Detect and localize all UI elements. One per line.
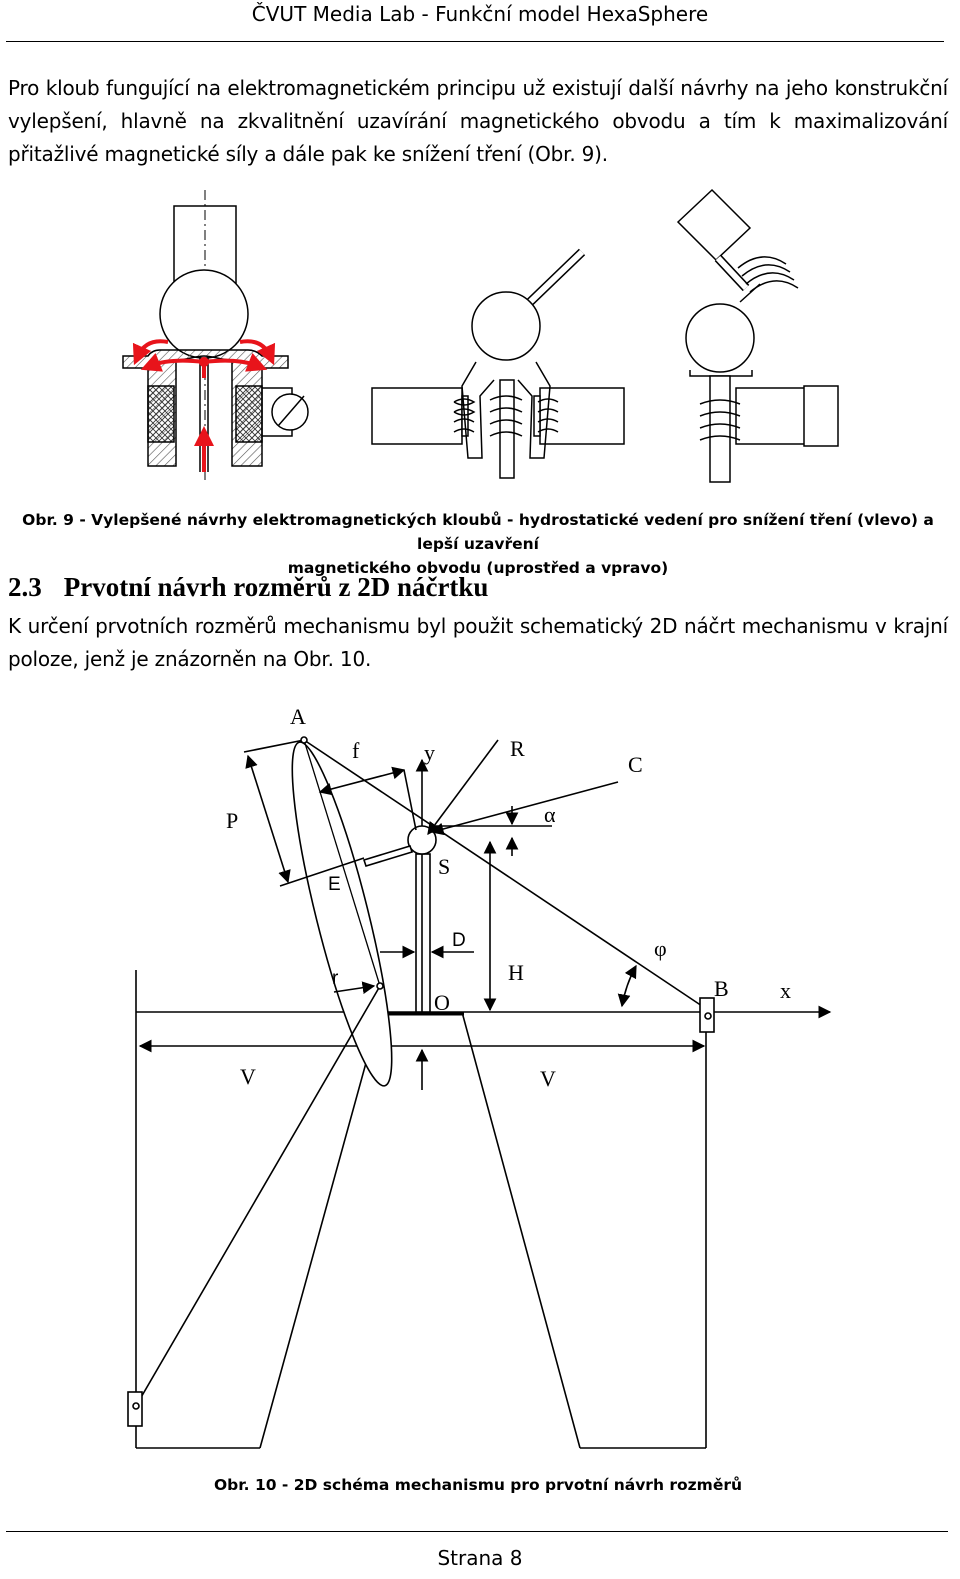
paragraph-sketch: K určení prvotních rozměrů mechanismu byl použit schematický 2D náčrt mechanismu v krajní poloze, jenž je znázorněn na Obr. 10. <box>8 614 948 671</box>
label-c: C <box>628 752 643 777</box>
label-d: D <box>452 930 466 951</box>
label-p: P <box>226 808 239 833</box>
figure-9-caption-line2: magnetického obvodu (uprostřed a vpravo) <box>287 559 669 577</box>
label-phi: φ <box>654 936 667 961</box>
figure-9-caption <box>8 508 948 580</box>
section-number: 2.3 <box>8 572 42 602</box>
figure-10-caption: Obr. 10 - 2D schéma mechanismu pro prvotní návrh rozměrů <box>213 1476 743 1494</box>
dimension-p <box>248 756 288 882</box>
header-rule <box>6 41 944 42</box>
label-r: r <box>332 968 339 989</box>
label-r-upper: R <box>510 736 525 761</box>
cable-left <box>136 986 380 1406</box>
vector-r <box>428 740 498 834</box>
label-y: y <box>424 740 435 765</box>
footer-rule <box>6 1531 948 1532</box>
label-v-right: V <box>540 1066 556 1091</box>
label-o: O <box>434 990 450 1015</box>
label-alpha: α <box>544 802 556 827</box>
label-x: x <box>780 978 791 1003</box>
label-s: S <box>438 854 451 879</box>
label-h: H <box>508 960 524 985</box>
section-heading <box>8 572 488 603</box>
figure-9-caption-line1: Obr. 9 - Vylepšené návrhy elektromagnetických kloubů - hydrostatické vedení pro snížení tření (vlevo) a lepší uzavření <box>22 511 934 553</box>
label-a: A <box>290 704 306 729</box>
column <box>416 854 430 1012</box>
figure-10-mechanism-schema <box>0 700 960 1470</box>
figure-9-joint-designs <box>0 180 960 500</box>
section-title: Prvotní návrh rozměrů z 2D náčrtku <box>63 572 489 602</box>
plate-ellipse <box>274 736 410 1092</box>
label-b: B <box>714 976 729 1001</box>
design-hydrostatic <box>123 190 308 480</box>
paragraph-intro: Pro kloub fungující na elektromagnetickém principu už existují další návrhy na jeho konstrukční vylepšení, hlavně na zkvalitnění uzavírání magnetického obvodu a tím k maximalizování přitažlivé magnetické síly a dále pak ke snížení tření (Obr. 9). <box>8 76 948 166</box>
vector-c <box>432 782 618 832</box>
page-header <box>0 0 960 44</box>
base-right-edge <box>462 1012 580 1448</box>
header-title: ČVUT Media Lab - Funkční model HexaSphere <box>251 2 709 26</box>
page-number: Strana 8 <box>437 1546 523 1570</box>
label-f: f <box>352 738 360 763</box>
label-v-left: V <box>240 1064 256 1089</box>
label-e: E <box>328 874 341 895</box>
base-left-edge <box>260 1012 380 1448</box>
design-magnetic-right <box>678 190 838 482</box>
design-magnetic-middle <box>372 252 624 478</box>
